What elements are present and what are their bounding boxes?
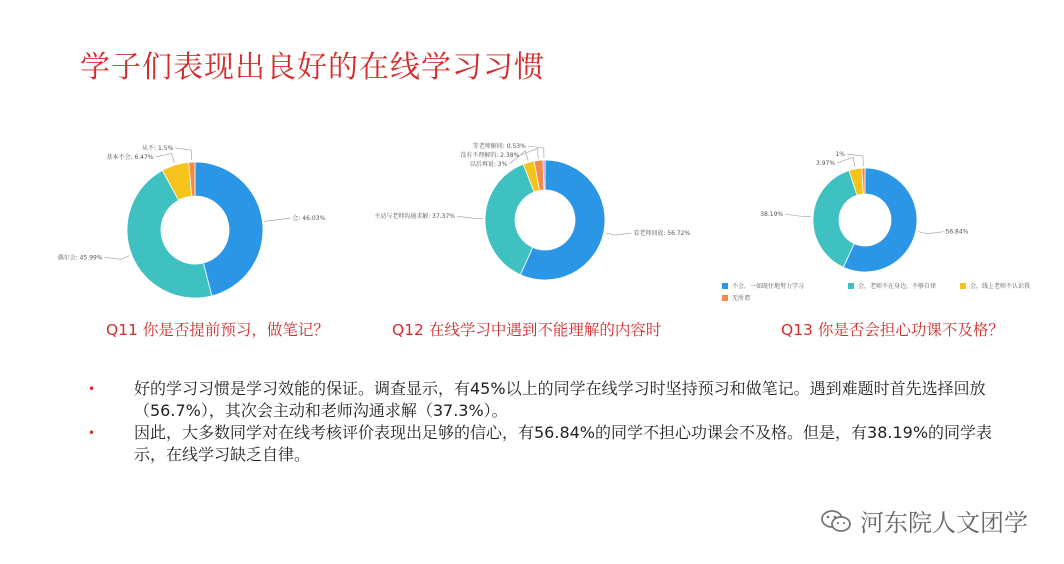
bullet-marker: • <box>88 382 96 396</box>
donut-slice <box>485 164 534 275</box>
bullet-text: 因此，大多数同学对在线考核评价表现出足够的信心，有56.84%的同学不担心功课会不及格。但是，有38.19%的同学表示，在线学习缺乏自律。 <box>134 423 993 464</box>
leader-line <box>606 233 632 235</box>
leader-line <box>785 214 811 217</box>
legend-swatch <box>722 295 728 301</box>
leader-line <box>528 146 544 158</box>
slice-label: 主动与老师沟通求解: 37.37% <box>374 213 456 221</box>
legend-swatch <box>960 283 966 289</box>
watermark-text: 河东院人文团学 <box>860 509 1028 537</box>
bullet-item <box>88 378 1018 422</box>
leader-line <box>156 154 175 164</box>
slice-label: 没有不理解的: 2.38% <box>460 152 520 160</box>
caption-q12: Q12 在线学习中遇到不能理解的内容时 <box>392 321 662 339</box>
slice-label: 1% <box>835 151 845 159</box>
leader-line <box>175 148 191 160</box>
slice-label: 3.97% <box>816 160 836 168</box>
legend-label: 不会，一如既往地努力学习 <box>732 283 805 290</box>
wechat-icon <box>820 509 852 533</box>
donut-slice <box>813 171 857 268</box>
legend-label: 无所谓 <box>732 295 751 302</box>
watermark <box>820 503 1028 538</box>
caption-q11: Q11 你是否提前预习，做笔记？ <box>106 321 329 339</box>
leader-line <box>457 216 483 218</box>
legend-swatch <box>722 283 728 289</box>
page-title: 学子们表现出良好的在线学习习惯 <box>80 50 545 85</box>
slice-label: 会: 46.03% <box>292 215 326 223</box>
chart-q12 <box>345 120 691 300</box>
slice-label: 看老师回放: 56.72% <box>633 230 691 238</box>
slice-label: 以后再说: 3% <box>469 161 508 169</box>
slice-label: 56.84% <box>945 228 969 236</box>
summary-bullets <box>88 378 1018 466</box>
slice-label: 38.19% <box>760 211 784 219</box>
chart-q11 <box>30 120 330 300</box>
legend-label: 会，老师不在身边，不够自律 <box>858 283 937 290</box>
slice-label: 基本不会: 6.47% <box>106 154 154 162</box>
leader-line <box>264 218 290 221</box>
chart-q13 <box>720 120 1050 310</box>
leader-line <box>105 256 130 260</box>
leader-line <box>918 232 944 234</box>
legend-swatch <box>848 283 854 289</box>
legend-label: 会，线上老师不认识我 <box>970 283 1031 290</box>
slice-label: 偶尔会: 45.99% <box>57 254 103 262</box>
slice-label: 从不: 1.5% <box>142 145 174 153</box>
slice-label: 等老师解问: 0.53% <box>472 143 526 151</box>
caption-q13: Q13 你是否会担心功课不及格？ <box>781 321 1004 339</box>
leader-line <box>847 154 863 166</box>
leader-line <box>837 157 855 167</box>
bullet-item <box>88 422 1018 466</box>
bullet-text: 好的学习习惯是学习效能的保证。调查显示，有45%以上的同学在线学习时坚持预习和做笔记。遇到难题时首先选择回放（56.7%），其次会主动和老师沟通求解（37.3%）。 <box>134 379 986 420</box>
bullet-marker: • <box>88 426 96 440</box>
